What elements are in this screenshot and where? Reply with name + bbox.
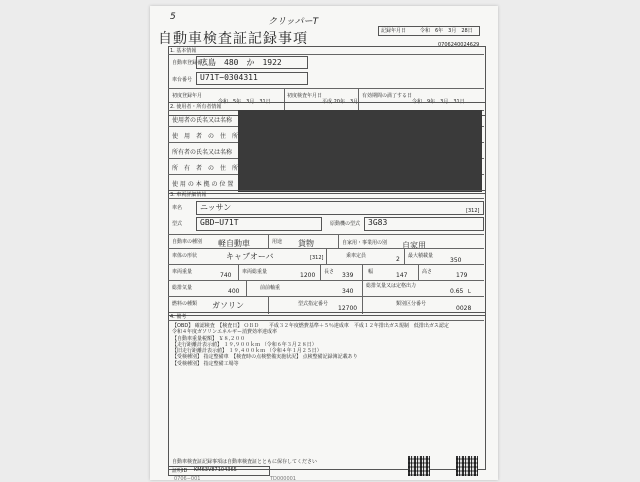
- qr-code: [456, 456, 478, 476]
- remark-line: 【受検種別】 指定整備車 【検査時の点検整備実施状況】 点検整備記録簿記載あり: [172, 354, 358, 361]
- type-number: 12700: [338, 305, 358, 312]
- user-name-label: 使用者の氏名又は名称: [172, 117, 233, 124]
- mid-label: 初度検査年月日: [287, 93, 323, 99]
- cert-id: KM63V87104365: [194, 467, 237, 473]
- remarks-list: [172, 323, 449, 367]
- chassis-number: U71T−0304311: [200, 73, 258, 82]
- engine-label: 原動機の型式: [330, 221, 361, 227]
- page-title: 自動車検査証記録事項: [158, 31, 308, 47]
- section-label: 1. 基本情報: [170, 48, 197, 54]
- gross-weight: 1200: [300, 272, 316, 279]
- handwritten-mark: 5: [170, 12, 176, 22]
- remark-line: 【自動車重量税額】 ￥８,２００: [172, 335, 246, 342]
- first-reg-label: 初度登録年月: [172, 93, 203, 99]
- footer-code-left: 0706−001: [174, 476, 201, 482]
- model: GBD−U71T: [200, 218, 239, 227]
- registration-number: 広島 480 か 1922: [200, 58, 282, 67]
- height-label: 高さ: [422, 269, 433, 275]
- remark-line: 令和４年度ガソリンエネルギー消費効率達成率: [172, 329, 278, 336]
- remark-line: 【OBD】 確認検査 【検査日】 ＯＢＤ 平成３２年度燃費基準＋５％達成車 平成１２年排出ガス規制 低排出ガス認定: [172, 323, 449, 329]
- max-load: 350: [450, 257, 462, 264]
- chassis-label: 車台番号: [172, 77, 193, 83]
- capacity-label: 乗車定員: [346, 253, 367, 259]
- disp: 400: [228, 288, 240, 295]
- gvw-label: 車両総重量: [242, 269, 268, 275]
- length: 339: [342, 272, 354, 279]
- fuel-label: 燃料の種類: [172, 301, 198, 307]
- section-label: 4. 備考: [170, 314, 187, 320]
- front-axle: 340: [342, 288, 354, 295]
- width: 147: [396, 272, 408, 279]
- kind-label: 自動車の種別: [172, 239, 203, 245]
- engine-model: 3G83: [368, 218, 388, 227]
- displacement: 0.65: [450, 288, 464, 295]
- first-registration: 令和 5年 3月 31日: [218, 99, 271, 105]
- use-label: 用途: [272, 239, 283, 245]
- max-load-label: 最大積載量: [408, 253, 434, 259]
- expiry-date: 令和 9年 3月 31日: [412, 99, 465, 105]
- vehicle-kind: 軽自動車: [218, 239, 250, 248]
- maker: ニッサン: [200, 203, 232, 212]
- maker-label: 車名: [172, 205, 183, 211]
- remark-line: 【走行距離計表示値】 １９,９００ｋｍ （令和６年３月２８日）: [172, 341, 317, 348]
- private-use: 自家用: [402, 241, 426, 250]
- displacement-label: 総排気量又は定格出力: [366, 283, 417, 289]
- length-label: 長さ: [324, 269, 335, 275]
- body-shape: キャブオーバ: [226, 252, 274, 261]
- class-no-label: 類別区分番号: [396, 301, 427, 307]
- vehicle-use: 貨物: [298, 239, 314, 248]
- base-location-label: 使 用 の 本 拠 の 位 置: [172, 181, 234, 188]
- user-address-label: 使 用 者 の 住 所: [172, 133, 239, 140]
- record-date-label: 記録年月日: [381, 28, 407, 34]
- body-code: [312]: [310, 255, 324, 261]
- remark-line: 【受検種別】 指定整備工場等: [172, 360, 239, 367]
- redacted-block: [238, 110, 482, 192]
- model-label: 型式: [172, 221, 183, 227]
- cert-id-label: 証明ID: [172, 468, 188, 474]
- remark-line: 【旧走行距離計表示値】 １９,４００ｋｍ （令和４年１月２５日）: [172, 348, 322, 355]
- class-number: 0028: [456, 305, 472, 312]
- private-label: 自家用・事業用の別: [342, 240, 388, 246]
- mid-value: 平成 20年 3月: [322, 99, 359, 105]
- fuel-type: ガソリン: [212, 301, 244, 310]
- ff-label: 前前軸重: [260, 285, 281, 291]
- doc-number: 0706240024629: [438, 42, 480, 48]
- footer-note: 自動車検査証記録事項は自動車検査証とともに保存してください: [172, 459, 318, 465]
- height: 179: [456, 272, 468, 279]
- type-no-label: 型式指定番号: [298, 301, 329, 307]
- width-label: 幅: [368, 269, 374, 275]
- maker-code: [312]: [466, 208, 480, 214]
- weight: 740: [220, 272, 232, 279]
- section-label: 2. 使用者・所有者情報: [170, 104, 222, 110]
- disp-label: 総排気量: [172, 285, 193, 291]
- footer-code-right: TD000001: [270, 476, 296, 482]
- record-date: 令和 6年 3月 28日: [420, 28, 473, 34]
- document-page: [150, 6, 498, 480]
- weight-label: 車両重量: [172, 269, 193, 275]
- section-label: 3. 車両詳細情報: [170, 192, 207, 198]
- displacement-unit: L: [468, 289, 471, 295]
- expiry-label: 有効期間の満了する日: [362, 93, 413, 99]
- body-label: 車体の形状: [172, 253, 198, 259]
- owner-address-label: 所 有 者 の 住 所: [172, 165, 239, 172]
- qr-code: [408, 456, 430, 476]
- handwritten-model: クリッパーT: [268, 17, 319, 27]
- owner-name-label: 所有者の氏名又は名称: [172, 149, 233, 156]
- capacity: 2: [396, 256, 400, 263]
- reg-no-label: 自動車登録番号: [172, 60, 208, 66]
